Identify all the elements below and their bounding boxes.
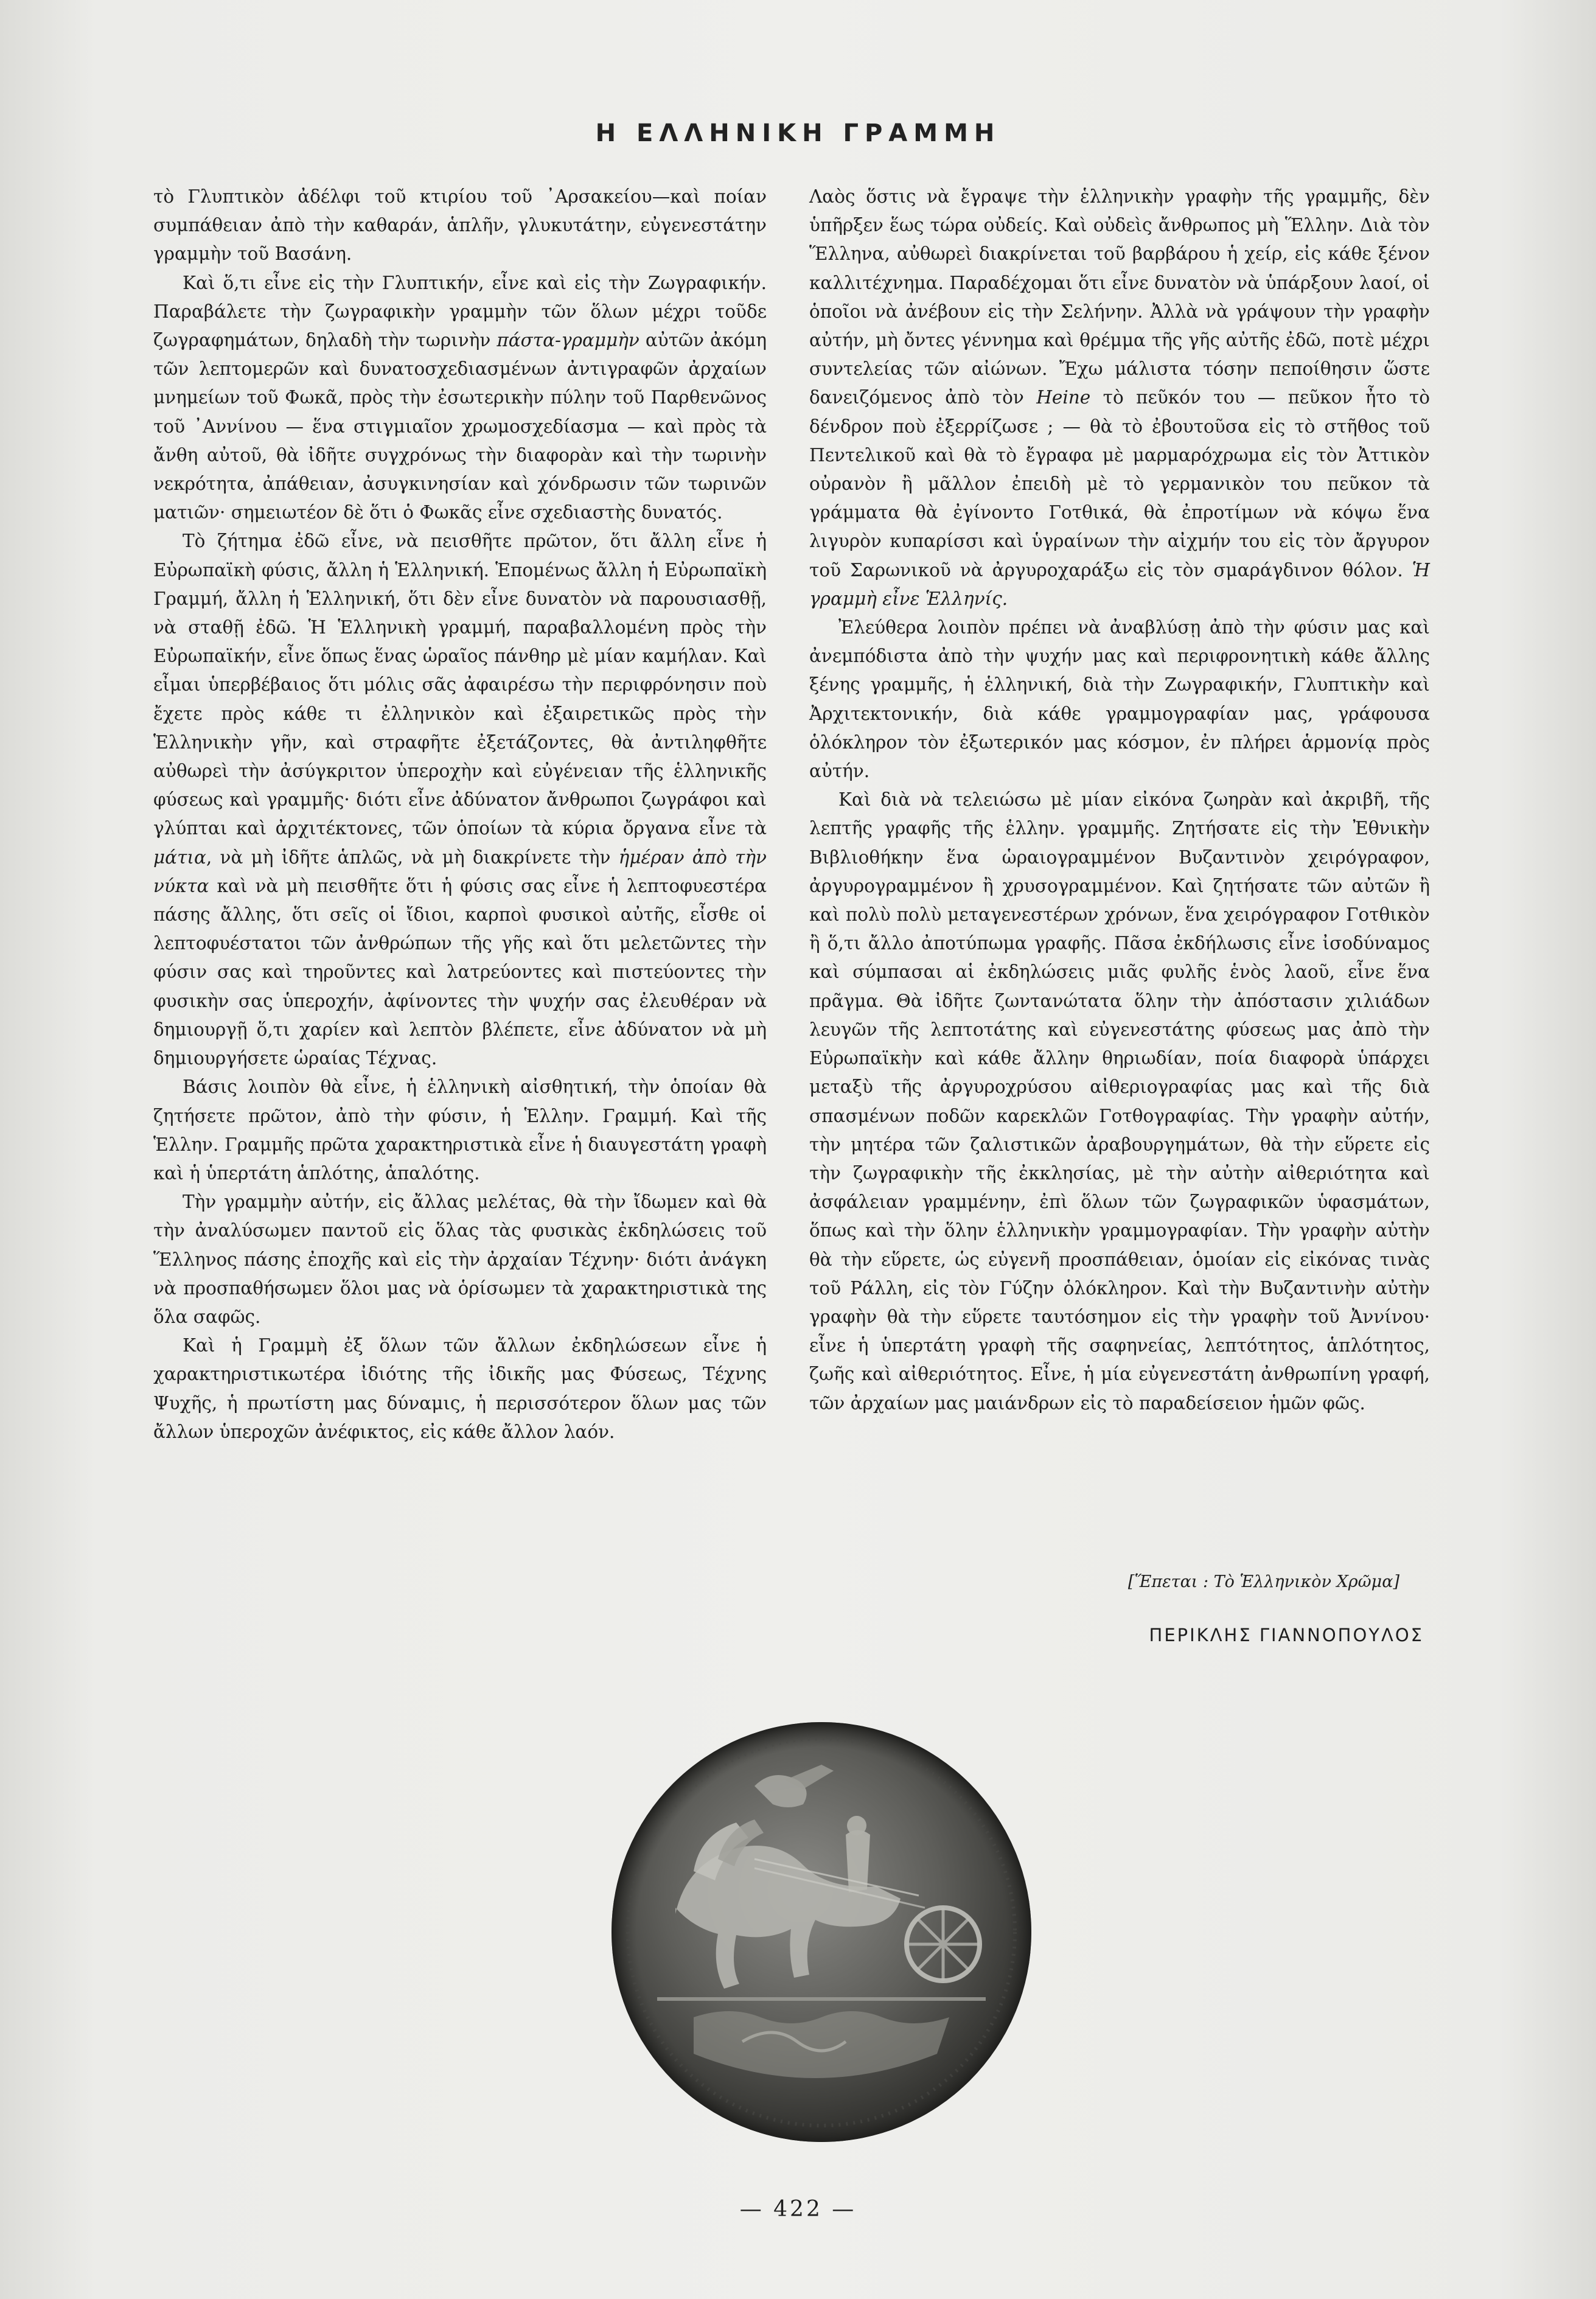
emphasis-text: μάτια [153,846,206,868]
paragraph [153,269,767,528]
paragraph: Τὴν γραμμὴν αὐτήν, εἰς ἄλλας μελέτας, θὰ τὴν ἴδωμεν καὶ θὰ τὴν ἀναλύσωμεν παντοῦ εἰς ὅλας τὰς φυσικὰς ἐκδηλώσεις τοῦ Ἕλληνος πάσης ἐποχῆς καὶ εἰς τὴν ἀρχαίαν Τέχνην· διότι ἀνάγκη νὰ προσπαθήσωμεν ὅλοι μας νὰ ὁρίσωμεν τὰ χαρακτηριστικὰ της ὅλα σαφῶς. [153,1191,767,1327]
paragraph: Ἐλεύθερα λοιπὸν πρέπει νὰ ἀναβλύσῃ ἀπὸ τὴν φύσιν μας καὶ ἀνεμπόδιστα ἀπὸ τὴν ψυχήν μας καὶ περιφρονητικὴ κάθε ἄλλης ξένης γραμμῆς, ἡ ἑλληνική, διὰ τὴν Ζωγραφικήν, Γλυπτικὴν καὶ Ἀρχιτεκτονικήν, διὰ κάθε γραμμογραφίαν μας, γράφουσα ὁλόκληρον τὸν ἐξωτερικόν μας κόσμον, ἐν πλήρει ἁρμονίᾳ πρὸς αὐτήν. [809,617,1430,782]
paragraph-text: αὐτῶν ἀκόμη τῶν λεπτομερῶν καὶ δυνατοσχεδιασμένων ἀντιγραφῶν ἀρχαίων μνημείων τοῦ Φωκᾶ, πρὸς τὴν ἐσωτερικὴν πύλην τοῦ Παρθενῶνος τοῦ ᾿Αννίνου — ἕνα στιγμιαῖον χρωμοσχεδίασμα — καὶ πρὸς τὰ ἄνθη αὐτοῦ, θὰ ἰδῆτε συγχρόνως τὴν διαφορὰν καὶ τὴν τωρινὴν νεκρότητα, ἀπάθειαν, ἀσυγκινησίαν καὶ χόνδρωσιν τῶν τωρινῶν ματιῶν· σημειωτέον δὲ ὅτι ὁ Φωκᾶς εἶνε σχεδιαστὴς δυνατός. [153,330,767,523]
paragraph-text: Λαὸς ὅστις νὰ ἔγραψε τὴν ἑλληνικὴν γραφὴν τῆς γραμμῆς, δὲν ὑπῆρξεν ἕως τώρα οὐδείς. Καὶ οὐδεὶς ἄνθρωπος μὴ Ἕλλην. Διὰ τὸν Ἕλληνα, αὐθωρεὶ διακρίνεται τοῦ βαρβάρου ἡ χείρ, εἰς κάθε ξένον καλλιτέχνημα. Παραδέχομαι ὅτι εἶνε δυνατὸν νὰ ὑπάρξουν λαοί, οἱ ὁποῖοι νὰ ἀνέβουν εἰς τὴν Σελήνην. Ἀλλὰ νὰ γράψουν τὴν γραφὴν αὐτήν, μὴ ὄντες γέννημα καὶ θρέμμα τῆς γῆς αὐτῆς ἐδῶ, ποτὲ μέχρι συντελείας τῶν αἰώνων. Ἔχω μάλιστα τόσην πεποίθησιν ὥστε δανειζόμενος ἀπὸ τὸν [809,186,1430,408]
paragraph-text: Τὸ ζήτημα ἐδῶ εἶνε, νὰ πεισθῆτε πρῶτον, ὅτι ἄλλη εἶνε ἡ Εὐρωπαϊκὴ φύσις, ἄλλη ἡ Ἑλληνική. Ἑπομένως ἄλλη ἡ Εὐρωπαϊκὴ Γραμμή, ἄλλη ἡ Ἑλληνική, ὅτι δὲν εἶνε δυνατὸν νὰ παρουσιασθῇ, νὰ σταθῇ ἐδῶ. Ἡ Ἑλληνικὴ γραμμή, παραβαλλομένη πρὸς τὴν Εὐρωπαϊκήν, εἶνε ὅπως ἕνας ὡραῖος πάνθηρ μὲ μίαν καμήλαν. Καὶ εἶμαι ὑπερβέβαιος ὅτι μόλις σᾶς ἀφαιρέσω τὴν περιφρόνησιν ποὺ ἔχετε πρὸς κάθε τι ἐλληνικὸν καὶ ἐξαιρετικῶς πρὸς τὴν Ἑλληνικὴν γῆν, καὶ στραφῆτε ἐξετάζοντες, θὰ ἀντιληφθῆτε αὐθωρεὶ τὴν ἀσύγκριτον ὑπεροχὴν καὶ εὐγένειαν τῆς ἑλληνικῆς φύσεως καὶ γραμμῆς· διότι εἶνε ἀδύνατον ἄνθρωποι ζωγράφοι καὶ γλύπται καὶ ἀρχιτέκτονες, τῶν ὁποίων τὰ κύρια ὄργανα εἶνε τὰ [153,531,767,839]
paragraph: Βάσις λοιπὸν θὰ εἶνε, ἡ ἑλληνικὴ αἰσθητική, τὴν ὁποίαν θὰ ζητήσετε πρῶτον, ἀπὸ τὴν φύσιν, ἡ Ἑλλην. Γραμμή. Καὶ τῆς Ἑλλην. Γραμμῆς πρῶτα χαρακτηριστικὰ εἶνε ἡ διαυγεστάτη γραφὴ καὶ ἡ ὑπερτάτη ἁπλότης, ἁπαλότης. [153,1076,767,1184]
page-title: Η ΕΛΛΗΝΙΚΗ ΓΡΑΜΜΗ [595,119,1001,147]
paragraph: τὸ Γλυπτικὸν ἀδέλφι τοῦ κτιρίου τοῦ ᾿Αρσακείου—καὶ ποίαν συμπάθειαν ἀπὸ τὴν καθαράν, ἁπλῆν, γλυκυτάτην, εὐγενεστάτην γραμμὴν τοῦ Βασάνη. [153,186,767,265]
paragraph: Καὶ διὰ νὰ τελειώσω μὲ μίαν εἰκόνα ζωηρὰν καὶ ἀκριβῆ, τῆς λεπτῆς γραφῆς τῆς ἑλλην. γραμμῆς. Ζητήσατε εἰς τὴν Ἐθνικὴν Βιβλιοθήκην ἕνα ὡραιογραμμένον Βυζαντινὸν χειρόγραφον, ἀργυρογραμμένον ἢ χρυσογραμμένον. Καὶ ζητήσατε τῶν αὐτῶν ἢ καὶ πολὺ πολὺ μεταγενεστέρων χρόνων, ἕνα χειρόγραφον Γοτθικὸν ἢ ὅ,τι ἄλλο ἀποτύπωμα γραφῆς. Πᾶσα ἐκδήλωσις εἶνε ἰσοδύναμος καὶ σύμπασαι αἱ ἐκδηλώσεις μιᾶς φυλῆς ἑνὸς λαοῦ, εἶνε ἕνα πρᾶγμα. Θὰ ἰδῆτε ζωντανώτατα ὅλην τὴν ἀπόστασιν χιλιάδων λευγῶν τῆς λεπτοτάτης καὶ εὐγενεστάτης φύσεως μας ἀπὸ τὴν Εὐρωπαϊκὴν καὶ κάθε ἄλλην θηριωδίαν, ποία διαφορὰ ὑπάρχει μεταξὺ τῆς ἀργυροχρύσου αἰθεριογραφίας μας καὶ τῆς διὰ σπασμένων ποδῶν καρεκλῶν Γοτθογραφίας. Τὴν γραφὴν αὐτήν, τὴν μητέρα τῶν ζαλιστικῶν ἀραβουργημάτων, θὰ τὴν εὕρετε εἰς τὴν ζωγραφικὴν τῆς ἐκκλησίας, μὲ τὴν αὐτὴν αἰθεριότητα καὶ ἀσφάλειαν γραμμένην, ἐπὶ ὅλων τῶν ζωγραφικῶν ὑφασμάτων, ὅπως καὶ τὴν ὅλην ἑλληνικὴν γραμμογραφίαν. Τὴν γραφὴν αὐτὴν θὰ τὴν εὕρετε, ὡς εὐγενῆ προσπάθειαν, ὁμοίαν εἰς εἰκόνας τινὰς τοῦ Ράλλη, εἰς τὸν Γύζην ὁλόκληρον. Καὶ τὴν Βυζαντινὴν αὐτὴν γραφὴν θὰ τὴν εὕρετε ταυτόσημον εἰς τὴν γραφὴν τοῦ Ἀννίνου· εἶνε ἡ ὑπερτάτη γραφὴ τῆς σαφηνείας, λεπτότητος, ἁπλότητος, ζωῆς καὶ αἰθεριότητος. Εἶνε, ἡ μία εὐγενεστάτη ἀνθρωπίνη γραφή, τῶν ἀρχαίων μας μαιάνδρων εἰς τὸ παραδείσειον ἡμῶν φῶς. [809,789,1430,1414]
paragraph: Καὶ ἡ Γραμμὴ ἐξ ὅλων τῶν ἄλλων ἐκδηλώσεων εἶνε ἡ χαρακτηριστικωτέρα ἰδιότης τῆς ἰδικῆς μας Φύσεως, Τέχνης Ψυχῆς, ἡ πρωτίστη μας δύναμις, ἡ περισσότερον ὅλων μας τῶν ἄλλων ὑπεροχῶν ἀνέφικτος, εἰς κάθε ἄλλον λαόν. [153,1335,767,1442]
left-column [153,183,767,1446]
coin-illustration [602,1713,1040,2151]
emphasis-text: πάστα-γραμμὴν [497,330,639,351]
paragraph-text: Καὶ ὅ,τι εἶνε εἰς τὴν Γλυπτικήν, εἶνε καὶ εἰς τὴν Ζωγραφικήν. Παραβάλετε τὴν ζωγραφικὴν γραμμὴν τῶν ὅλων μέχρι τοῦδε ζωγραφημάτων, δηλαδὴ τὴν τωρινὴν [153,272,767,351]
author-signature: ΠΕΡΙΚΛΗΣ ΓΙΑΝΝΟΠΟΥΛΟΣ [1149,1625,1424,1645]
continuation-note: [Ἕπεται : Τὸ Ἑλληνικὸν Χρῶμα] [1127,1572,1399,1591]
emphasis-text: Ἡ γραμμὴ εἶνε Ἑλληνίς. [809,559,1430,609]
paragraph-text: τὸ πεῦκόν του — πεῦκον ἦτο τὸ δένδρον ποὺ ἐξερρίζωσε ; — θὰ τὸ ἐβουτοῦσα εἰς τὸ στῆθος τοῦ Πεντελικοῦ καὶ θὰ τὸ ἔγραφα μὲ μαρμαρόχρωμα εἰς τὸν Ἀττικὸν οὐρανὸν ἢ μᾶλλον ἐπειδὴ μὲ τὸ γερμανικὸν του πεῦκον τὰ γράμματα θὰ ἐγίνοντο Γοτθικά, θὰ ἐπροτίμων νὰ κόψω ἕνα λιγυρὸν κυπαρίσσι καὶ ὑγραίνων τὴν αἰχμήν του εἰς τὸν ἄργυρον τοῦ Σαρωνικοῦ νὰ ἀργυροχαράξω εἰς τὸν σμαράγδινον θόλον. [809,387,1430,581]
paragraph-text: , νὰ μὴ ἰδῆτε ἁπλῶς, νὰ μὴ διακρίνετε τὴν [206,846,611,868]
right-column [809,183,1430,1418]
emphasis-text: ἡμέραν ἀπὸ τὴν νύκτα [153,846,767,896]
emphasis-text: Heine [1036,387,1091,408]
paragraph-text: καὶ νὰ μὴ πεισθῆτε ὅτι ἡ φύσις σας εἶνε ἡ λεπτοφυεστέρα πάσης ἄλλης, ὅτι σεῖς οἱ ἴδιοι, καρποὶ φυσικοὶ αὐτῆς, εἶσθε οἱ λεπτοφυέστατοι τῶν ἀνθρώπων τῆς γῆς καὶ ὅτι μελετῶντες τὴν φύσιν σας καὶ τηροῦντες καὶ λατρεύοντες καὶ πιστεύοντες τὴν φυσικὴν σας ὑπεροχήν, ἀφίνοντες τὴν ψυχήν σας ἐλευθέραν νὰ δημιουργῇ ὅ,τι χαρίεν καὶ λεπτὸν βλέπετε, εἶνε ἀδύνατον νὰ μὴ δημιουργήσετε ὡραίας Τέχνας. [153,875,767,1069]
paragraph [809,183,1430,613]
paragraph [153,527,767,1073]
chariot-coin-image [602,1713,1040,2151]
page-number: — 422 — [739,2197,857,2222]
